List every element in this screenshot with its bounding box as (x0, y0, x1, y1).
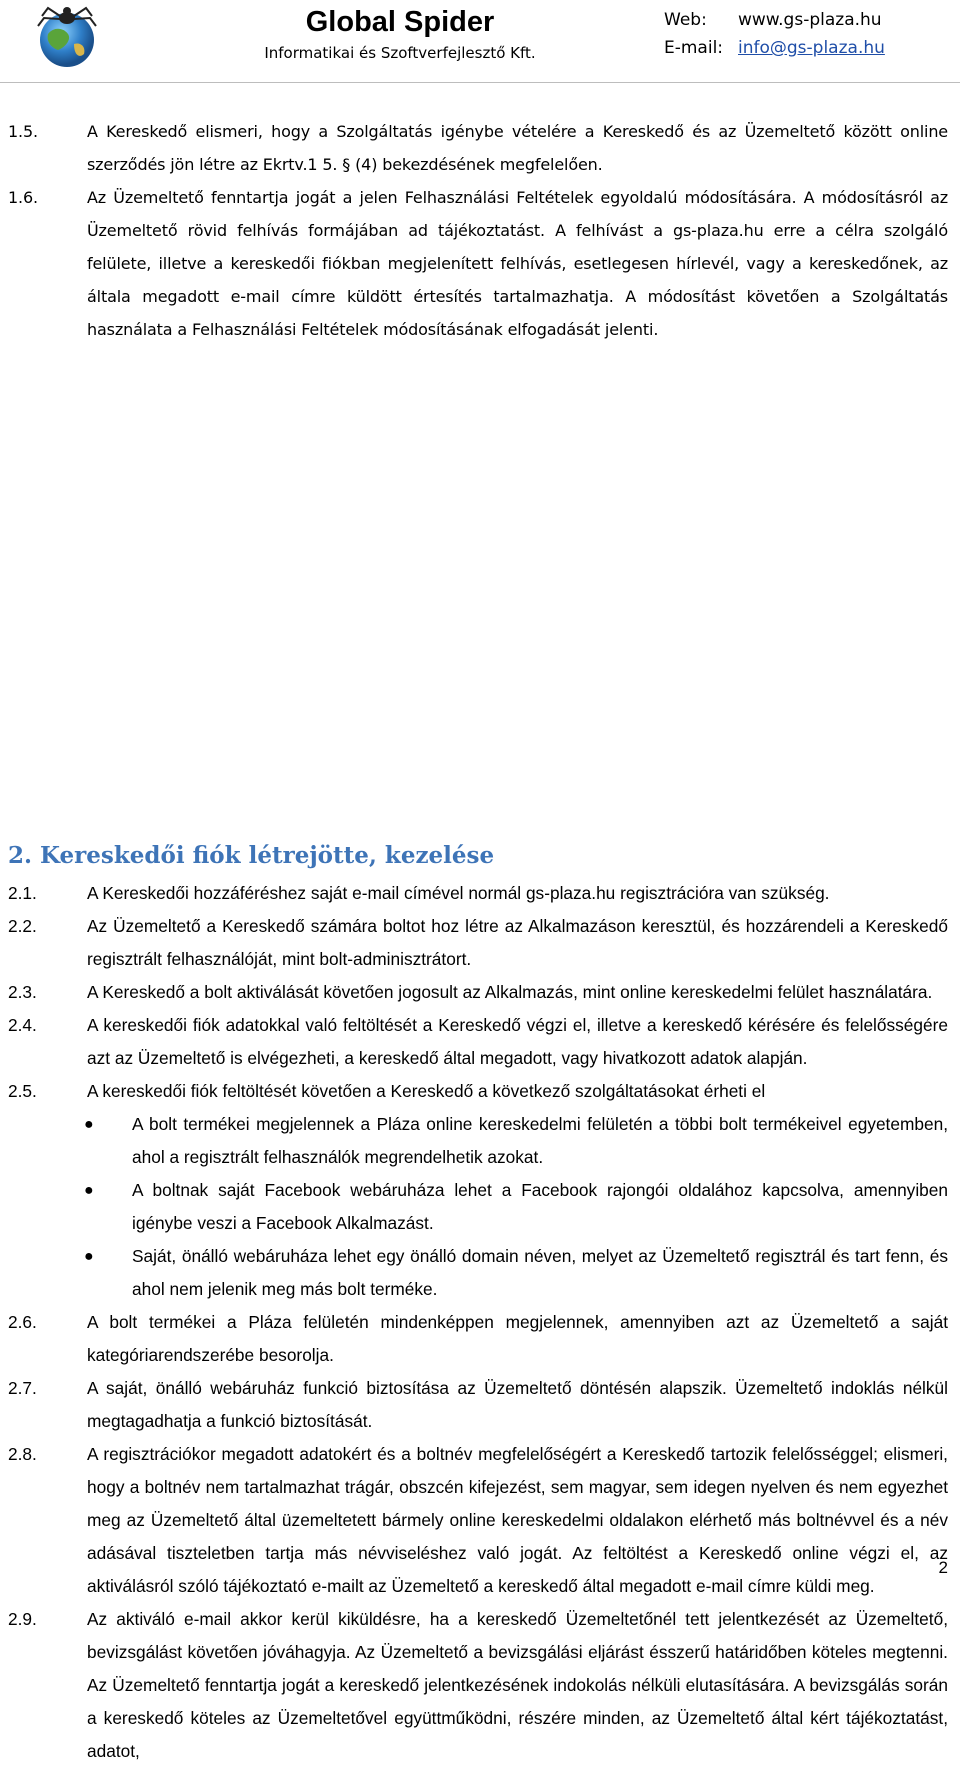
page-number: 2 (938, 1558, 948, 1577)
bullet-icon: ● (84, 1182, 94, 1199)
paragraph-1-5 (0, 115, 948, 181)
list-item (84, 1174, 948, 1240)
list-item-text: A boltnak saját Facebook webáruháza lehet a Facebook rajongói oldalához kapcsolva, amennyiben igénybe veszi a Facebook Alkalmazást. (132, 1180, 948, 1233)
paragraph-number: 2.4. (8, 1015, 37, 1035)
paragraph-number: 2.3. (8, 982, 37, 1002)
paragraph-1-6 (0, 181, 948, 346)
paragraph-2-3 (0, 976, 948, 1009)
header-divider (0, 82, 960, 83)
paragraph-text: A regisztrációkor megadott adatokért és a boltnév megfelelőségért a Kereskedő tartozik felelősséggel; elismeri, hogy a boltnév nem tartalmazhat trágár, obszcén kifejezést, sem magyar, sem idegen nyelven és nem egyezhet meg az Üzemeltető által üzemeltetett bármely online kereskedelmi oldalakon elérhető más boltnévvel és a név adásával tiszteletben tartja más névviseléshez való jogát. Az feltöltést a Kereskedő online végzi el, az aktiválásról szóló tájékoztató e-mailt az Üzemeltető a kereskedő által megadott e-mail címre küldi meg. (87, 1444, 948, 1596)
paragraph-number: 2.1. (8, 883, 37, 903)
paragraph-2-2 (0, 910, 948, 976)
paragraph-text: A kereskedői fiók feltöltését követően a Kereskedő a következő szolgáltatásokat érheti el (87, 1081, 766, 1101)
paragraph-2-6 (0, 1306, 948, 1372)
paragraph-2-9 (0, 1603, 948, 1768)
paragraph-number: 1.5. (8, 122, 38, 141)
spider-globe-logo-icon (34, 4, 100, 70)
paragraph-text: A Kereskedői hozzáféréshez saját e-mail címével normál gs-plaza.hu regisztrációra van szükség. (87, 883, 830, 903)
bullet-icon: ● (84, 1116, 94, 1133)
paragraph-text: A Kereskedő elismeri, hogy a Szolgáltatás igénybe vételére a Kereskedő és az Üzemeltető között online szerződés jön létre az Ekrtv.1 5. § (4) bekezdésének megfelelően. (87, 122, 948, 174)
paragraph-text: A bolt termékei a Pláza felületén mindenképpen megjelennek, amennyiben azt az Üzemeltető a saját kategóriarendszerébe besorolja. (87, 1312, 948, 1365)
paragraph-number: 2.6. (8, 1312, 37, 1332)
company-name: Global Spider (305, 6, 495, 38)
list-item-text: Saját, önálló webáruháza lehet egy önálló domain néven, melyet az Üzemeltető regisztrál és tart fenn, és ahol nem jelenik meg más bolt terméke. (132, 1246, 948, 1299)
paragraph-2-7 (0, 1372, 948, 1438)
paragraph-2-8 (0, 1438, 948, 1603)
section-heading: 2. Kereskedői fiók létrejötte, kezelése (8, 842, 495, 869)
company-subtitle: Informatikai és Szoftverfejlesztő Kft. (264, 44, 536, 62)
paragraph-text: A kereskedői fiók adatokkal való feltöltését a Kereskedő végzi el, illetve a kereskedő kérésére és felelősségére azt az Üzemeltető is elvégezheti, a kereskedő által megadott, vagy hivatkozott adatok alapján. (87, 1015, 948, 1068)
company-brand (220, 4, 580, 64)
web-link[interactable]: www.gs-plaza.hu (738, 10, 882, 30)
paragraph-number: 1.6. (8, 188, 38, 207)
paragraph-number: 2.5. (8, 1081, 37, 1101)
paragraph-number: 2.7. (8, 1378, 37, 1398)
services-bullet-list (0, 1108, 948, 1306)
paragraph-text: Az Üzemeltető fenntartja jogát a jelen Felhasználási Feltételek egyoldalú módosítására. A módosításról az Üzemeltető rövid felhívás formájában ad tájékoztatást. A felhívást a gs-plaza.hu erre a célra szolgáló felülete, illetve a kereskedői fiókban megjelenített felhívás, esetlegesen hírlevél, vagy a kereskedőnek, az általa megadott e-mail címre küldött értesítés tartalmazhatja. A módosítást követően a Szolgáltatás használata a Felhasználási Feltételek módosításának elfogadását jelenti. (87, 188, 948, 339)
paragraph-number: 2.2. (8, 916, 37, 936)
paragraph-text: Az aktiváló e-mail akkor kerül kiküldésre, ha a kereskedő Üzemeltetőnél tett jelentkezését az Üzemeltető, bevizsgálást követően jóváhagyja. Az Üzemeltető a bevizsgálási eljárást ésszerű határidőben köteles megtenni. Az Üzemeltető fenntartja jogát a kereskedő jelentkezésének indokolás nélküli elutasítására. A bevizsgálás során a kereskedő köteles az Üzemeltetővel együttműködni, részére minden, az Üzemeltető által kért tájékoztatást, adatot, (87, 1609, 948, 1761)
list-item-text: A bolt termékei megjelennek a Pláza online kereskedelmi felületén a többi bolt termékeivel egyetemben, ahol a regisztrált felhasználók megrendelhetik azokat. (132, 1114, 948, 1167)
paragraph-2-1 (0, 877, 948, 910)
paragraph-2-4 (0, 1009, 948, 1075)
paragraph-text: A saját, önálló webáruház funkció biztosítása az Üzemeltető döntésén alapszik. Üzemeltető indoklás nélkül megtagadhatja a funkció biztosítását. (87, 1378, 948, 1431)
paragraph-number: 2.8. (8, 1444, 37, 1464)
web-label: Web: (664, 10, 707, 30)
email-link[interactable]: info@gs-plaza.hu (738, 38, 885, 58)
list-item (84, 1108, 948, 1174)
list-item (84, 1240, 948, 1306)
email-label: E-mail: (664, 38, 724, 58)
paragraph-2-5 (0, 1075, 948, 1108)
paragraph-text: A Kereskedő a bolt aktiválását követően jogosult az Alkalmazás, mint online kereskedelmi felület használatára. (87, 982, 933, 1002)
paragraph-text: Az Üzemeltető a Kereskedő számára boltot hoz létre az Alkalmazáson keresztül, és hozzárendeli a Kereskedő regisztrált felhasználóját, mint bolt-adminisztrátort. (87, 916, 948, 969)
page-header (0, 0, 960, 96)
paragraph-number: 2.9. (8, 1609, 37, 1629)
contact-block (664, 6, 885, 62)
bullet-icon: ● (84, 1248, 94, 1265)
